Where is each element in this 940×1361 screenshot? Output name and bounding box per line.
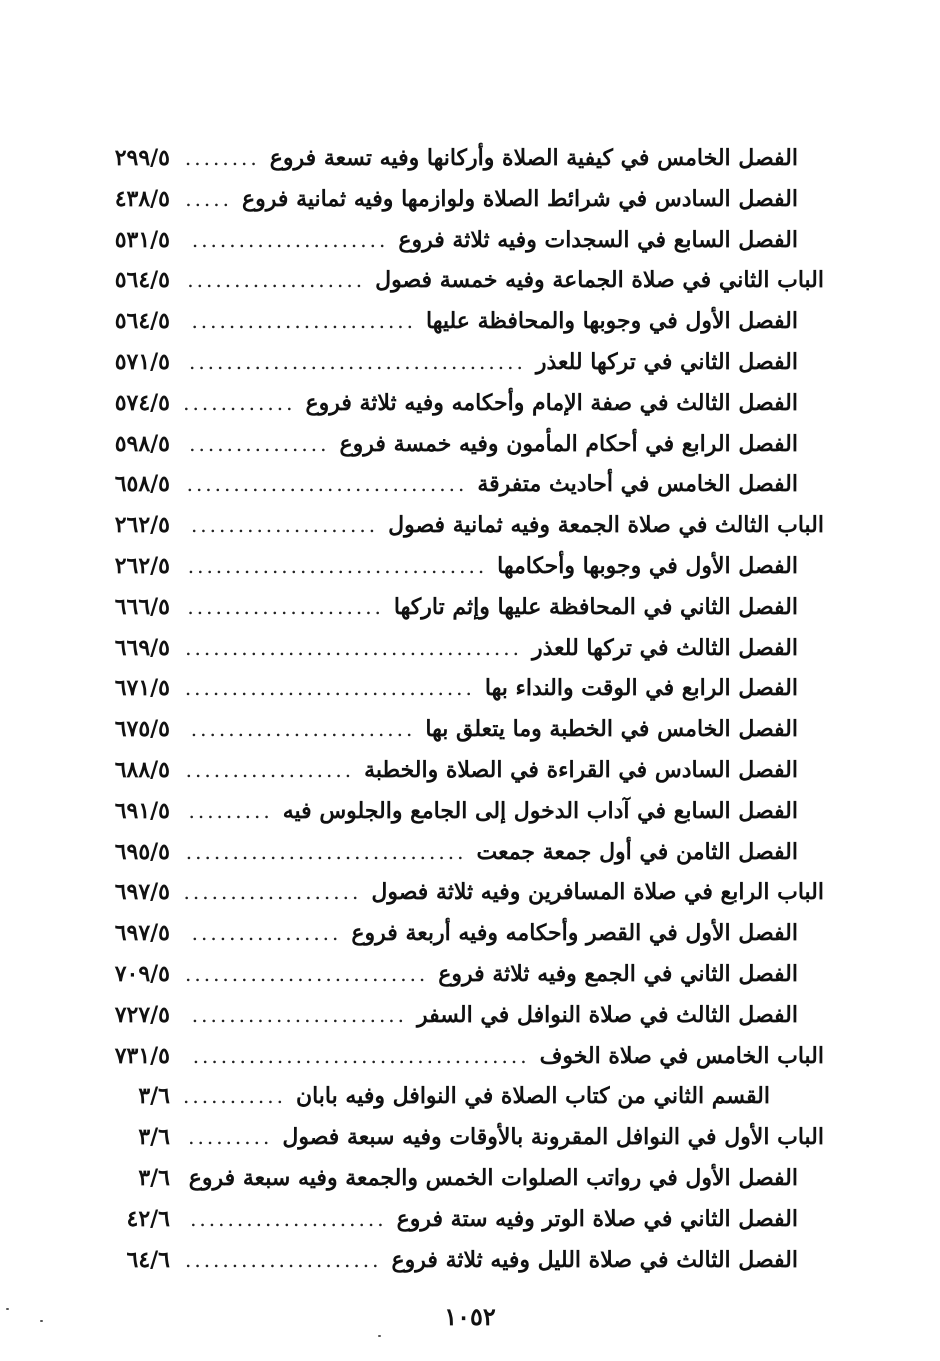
toc-entry-title: الفصل الأول في وجوبها والمحافظة عليها [426,308,798,335]
dot-leader: ............ [183,390,296,415]
toc-entry-title: الباب الخامس في صلاة الخوف [539,1042,824,1069]
toc-entry-title: الفصل السادس في شرائط الصلاة ولوازمها وفيه ثمانية فروع [242,185,798,212]
toc-entry-page: ٧٢٧/٥ [114,1001,170,1028]
toc-entry-title: الفصل الرابع في أحكام المأمون وفيه خمسة فروع [339,430,798,457]
toc-entry [80,1201,830,1242]
dot-leader: .................................... [188,349,526,374]
toc-entry-page: ٣/٦ [138,1083,170,1110]
toc-entry-title: الفصل الثاني في تركها للعذر [535,348,798,375]
toc-entry-page: ٥٧٤/٥ [114,389,170,416]
dot-leader: ................................ [187,553,488,578]
page-number: ١٠٥٢ [444,1302,496,1331]
toc-entry-page: ٦٧١/٥ [114,675,170,702]
dot-leader: ..... [185,186,233,211]
toc-entry-page: ٢٩٩/٥ [114,145,170,171]
toc-entry [80,344,830,385]
toc-entry [80,385,830,426]
toc-entry [80,140,830,181]
table-of-contents [80,140,830,1282]
toc-entry [80,1119,830,1160]
toc-entry-page: ٦٩٧/٥ [114,920,170,947]
dot-leader: ..................... [187,594,384,619]
dot-leader: .................. [185,757,355,782]
toc-entry-title: الفصل الثالث في صلاة الليل وفيه ثلاثة فروع [391,1246,798,1273]
toc-entry [80,630,830,671]
toc-entry-title: الفصل الثاني في صلاة الوتر وفيه ستة فروع [396,1205,798,1232]
toc-entry-page: ٦٤/٦ [126,1246,170,1273]
toc-entry-title: الفصل الرابع في الوقت والنداء بها [484,675,798,702]
dot-leader: ................ [191,921,342,946]
toc-entry-page: ٥٦٤/٥ [114,308,170,335]
toc-entry-page: ٥٦٤/٥ [114,267,170,294]
toc-entry [80,426,830,467]
toc-entry-title: الفصل الأول في رواتب الصلوات الخمس والجمعة وفيه سبعة فروع [188,1164,798,1191]
toc-entry-title: الفصل الأول في وجوبها وأحكامها [497,552,798,579]
dot-leader: .................................... [192,1043,530,1068]
toc-entry-title: الفصل السابع في السجدات وفيه ثلاثة فروع [398,226,798,253]
dot-leader: .................... [190,513,379,538]
scan-speck [378,1335,381,1337]
toc-entry [80,956,830,997]
toc-entry-page: ٧٠٩/٥ [114,960,170,987]
toc-entry-title: الفصل الثامن في أول جمعة جمعت [476,838,798,865]
toc-entry-page: ٣/٦ [138,1124,170,1151]
toc-entry [80,1038,830,1079]
toc-entry [80,589,830,630]
toc-entry-page: ٢٦٢/٥ [114,512,170,539]
toc-entry [80,874,830,915]
toc-entry-title: الفصل الثاني في الجمع وفيه ثلاثة فروع [438,960,798,987]
toc-entry-title: القسم الثاني من كتاب الصلاة في النوافل وفيه بابان [295,1083,770,1110]
toc-entry-title: الفصل الثالث في صفة الإمام وأحكامه وفيه ثلاثة فروع [305,389,798,416]
toc-entry-title: الباب الرابع في صلاة المسافرين وفيه ثلاثة فصول [371,879,824,906]
toc-entry [80,303,830,344]
toc-entry-page: ٦٦٩/٥ [114,634,170,661]
toc-entry-title: الباب الثاني في صلاة الجماعة وفيه خمسة فصول [375,267,824,294]
toc-entry-page: ٦٩٥/٥ [114,838,170,865]
toc-entry [80,1078,830,1119]
toc-entry-title: الفصل الأول في القصر وأحكامه وفيه أربعة فروع [351,920,798,947]
dot-leader: ........ [184,146,260,170]
toc-entry [80,752,830,793]
toc-entry-page: ٦٧٥/٥ [114,716,170,743]
toc-entry [80,181,830,222]
toc-entry-title: الفصل السابع في آداب الدخول إلى الجامع والجلوس فيه [282,797,798,824]
toc-entry-page: ٦٦٦/٥ [114,593,170,620]
toc-entry [80,466,830,507]
toc-entry-page: ٧٣١/٥ [114,1042,170,1069]
toc-entry [80,834,830,875]
toc-entry [80,262,830,303]
dot-leader: ........................ [190,717,416,742]
dot-leader: ........................ [191,309,417,334]
toc-entry-page: ٦٥٨/٥ [114,471,170,498]
toc-entry-title: الفصل الخامس في أحاديث متفرقة [477,471,798,498]
dot-leader: .............................. [185,839,467,864]
dot-leader: ................... [187,268,366,293]
toc-entry [80,507,830,548]
dot-leader: .................................... [185,635,522,660]
scan-speck [40,1320,43,1322]
toc-entry [80,222,830,263]
toc-entry [80,997,830,1038]
toc-entry-page: ٤٢/٦ [126,1205,170,1232]
toc-entry-title: الباب الثالث في صلاة الجمعة وفيه ثمانية فصول [388,512,824,539]
scan-speck [6,1308,9,1310]
toc-entry-page: ٢٦٢/٥ [114,552,170,579]
toc-entry-page: ٥٣١/٥ [114,226,170,253]
dot-leader: .............................. [186,472,468,497]
dot-leader: ......... [188,1125,273,1150]
toc-entry-page: ٣/٦ [138,1164,170,1191]
dot-leader: ................... [183,880,362,905]
toc-entry [80,711,830,752]
toc-entry-title: الفصل الثالث في صلاة النوافل في السفر [417,1001,798,1028]
dot-leader: ..................... [191,227,389,252]
toc-entry-page: ٥٩٨/٥ [114,430,170,457]
toc-entry-title: الفصل الثالث في تركها للعذر [532,634,798,661]
toc-entry-page: ٦٩١/٥ [114,797,170,824]
toc-entry-page: ٦٩٧/٥ [114,879,170,906]
toc-entry [80,670,830,711]
dot-leader: ......... [188,798,273,823]
toc-entry [80,793,830,834]
dot-leader: ........... [183,1084,286,1109]
dot-leader: ..................... [184,1247,382,1272]
dot-leader: ............................... [184,676,475,701]
toc-entry-title: الباب الأول في النوافل المقرونة بالأوقات وفيه سبعة فصول [282,1124,824,1151]
dot-leader: ..................... [190,1206,387,1231]
toc-entry [80,548,830,589]
toc-entry-title: الفصل السادس في القراءة في الصلاة والخطبة [364,756,798,783]
toc-entry-page: ٥٧١/٥ [114,348,170,375]
dot-leader: .......................... [185,961,429,986]
toc-entry [80,1160,830,1201]
toc-entry-title: الفصل الخامس في الخطبة وما يتعلق بها [425,716,798,743]
toc-entry-page: ٦٨٨/٥ [114,756,170,783]
dot-leader: ....................... [191,1002,408,1027]
toc-entry-title: الفصل الثاني في المحافظة عليها وإثم تاركها [393,593,798,620]
dot-leader: ............... [189,431,330,456]
toc-entry-title: الفصل الخامس في كيفية الصلاة وأركانها وفيه تسعة فروع [269,145,798,171]
toc-entry [80,915,830,956]
toc-entry-page: ٤٣٨/٥ [114,185,170,212]
toc-entry [80,1242,830,1283]
